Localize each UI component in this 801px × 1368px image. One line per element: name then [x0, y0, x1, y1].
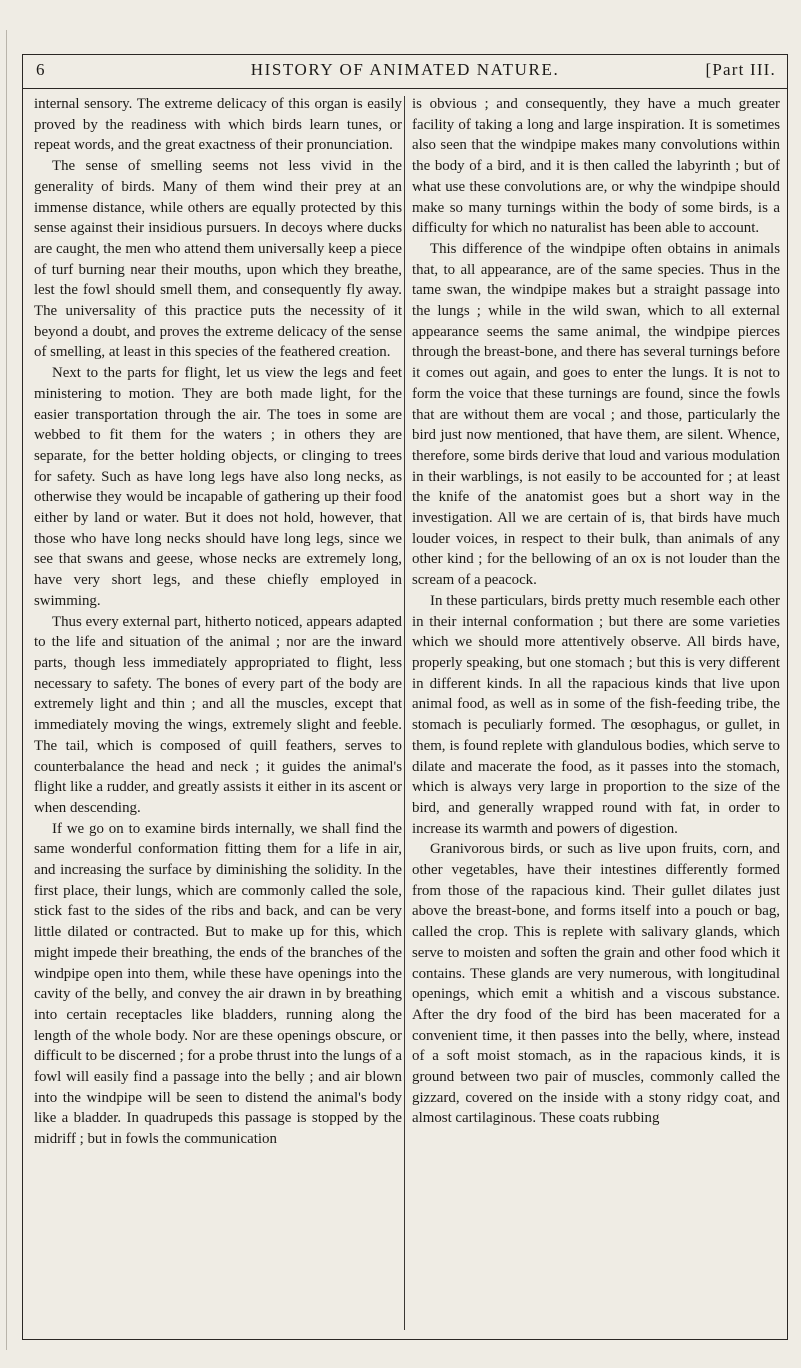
page-number: 6 — [36, 60, 46, 79]
header-rule — [22, 88, 788, 89]
paragraph: Next to the parts for flight, let us view the legs and feet ministering to motion. They are both made light, for the easier transportation through the air. The toes in some are webbed to fit them for the waters ; in others they are separate, for the better holding objects, or clinging to trees for safety. Such as have long legs have also long necks, as otherwise they would be incapable of gathering up their food either by land or water. But it does not hold, however, that those who have long necks should have long legs, since we see that swans and geese, whose necks are extremely long, have very short legs, and these chiefly employed in swimming. — [34, 365, 402, 609]
bottom-rule — [22, 1339, 788, 1340]
left-column — [34, 94, 402, 1330]
running-title: HISTORY OF ANIMATED NATURE. — [250, 60, 560, 79]
paragraph: is obvious ; and consequently, they have a much greater facility of taking a long and large inspiration. It is sometimes also seen that the windpipe makes many convolutions within the body of a bird, and it is then called the labyrinth ; but of what use these convolutions are, or why the windpipe should make so many turnings within the body of some birds, is a difficulty for which no naturalist has been able to account. — [412, 96, 780, 237]
paragraph: Granivorous birds, or such as live upon fruits, corn, and other vegetables, have their intestines differently formed from those of the rapacious kind. Their gullet dilates just above the breast-bone, and forms itself into a pouch or bag, called the crop. This is replete with salivary glands, which serve to moisten and soften the grain and other food which it contains. These glands are very numerous, with longitudinal openings, which emit a whitish and a viscous substance. After the dry food of the bird has been macerated for a convenient time, it then passes into the belly, where, instead of a soft moist stomach, as in the rapacious kinds, it is ground between two pair of muscles, commonly called the gizzard, covered on the inside with a stony ridgy coat, and almost cartilaginous. These coats rubbing — [412, 841, 780, 1127]
paragraph: This difference of the windpipe often obtains in animals that, to all appearance, are of the same species. Thus in the tame swan, the windpipe makes but a straight passage into the lungs ; while in the wild swan, which to all external appearance seems the same animal, the windpipe pierces through the breast-bone, and there has several turnings before it comes out again, and goes to enter the lungs. It is not to form the voice that these turnings are found, since the fowls that are without them are vocal ; and those, particularly the bird just now mentioned, that have them, are silent. Whence, therefore, some birds derive that loud and various modulation in their warblings, is not easily to be accounted for ; at least the knife of the anatomist goes but a short way in the investigation. All we are certain of is, that birds have much louder voices, in respect to their bulk, than animals of any other kind ; for the bellowing of an ox is not louder than the scream of a peacock. — [412, 240, 780, 589]
left-border — [22, 54, 23, 1340]
right-column — [412, 94, 780, 1330]
part-label: [Part III. — [705, 60, 776, 79]
column-divider — [404, 96, 405, 1330]
paragraph: internal sensory. The extreme delicacy of this organ is easily proved by the readiness with which birds learn tunes, or repeat words, and the great exactness of their pronunciation. — [34, 96, 402, 154]
paragraph: Thus every external part, hitherto noticed, appears adapted to the life and situation of the animal ; nor are the inward parts, though less immediately appropriated to flight, less necessary to safety. The bones of every part of the body are extremely light and thin ; and all the muscles, except that immediately moving the wings, extremely slight and feeble. The tail, which is composed of quill feathers, serves to counterbalance the head and neck ; it guides the animal's flight like a rudder, and greatly assists it either in its ascent or when descending. — [34, 613, 402, 816]
running-header — [24, 56, 786, 86]
paragraph: The sense of smelling seems not less vivid in the generality of birds. Many of them wind their prey at an immense distance, while others are equally protected by this sense against their insidious pursuers. In decoys where ducks are caught, the men who attend them universally keep a piece of turf burning near their mouths, upon which they breathe, lest the fowl should smell them, and consequently fly away. The universality of this practice puts the necessity of it beyond a doubt, and proves the extreme delicacy of the sense of smelling, at least in this species of the feathered creation. — [34, 158, 402, 361]
top-rule — [22, 54, 788, 55]
paragraph: If we go on to examine birds internally, we shall find the same wonderful conformation fitting them for a life in air, and increasing the surface by diminishing the solidity. In the first place, their lungs, which are commonly called the sole, stick fast to the sides of the ribs and back, and can be very little dilated or contracted. But to make up for this, which might impede their breathing, the ends of the branches of the windpipe open into them, while these have openings into the cavity of the belly, and convey the air drawn in by breathing into certain receptacles like bladders, running along the length of the whole body. Nor are these openings obscure, or difficult to be discerned ; for a probe thrust into the lungs of a fowl will easily find a passage into the belly ; and air blown into the windpipe will be seen to distend the animal's body like a bladder. In quadrupeds this passage is stopped by the midriff ; but in fowls the communication — [34, 820, 402, 1148]
right-border — [787, 54, 788, 1340]
paragraph: In these particulars, birds pretty much resemble each other in their internal conformation ; but there are some varieties which we should more attentively observe. All birds have, properly speaking, but one stomach ; but this is very different in different kinds. In all the rapacious kinds that live upon animal food, as well as in some of the fish-feeding tribe, the stomach is peculiarly formed. The œsophagus, or gullet, in them, is found replete with glandulous bodies, which serve to dilate and macerate the food, as it passes into the stomach, which is always very large in proportion to the size of the bird, and generally wrapped round with fat, in order to increase its warmth and powers of digestion. — [412, 592, 780, 837]
page-edge-line — [6, 30, 7, 1350]
